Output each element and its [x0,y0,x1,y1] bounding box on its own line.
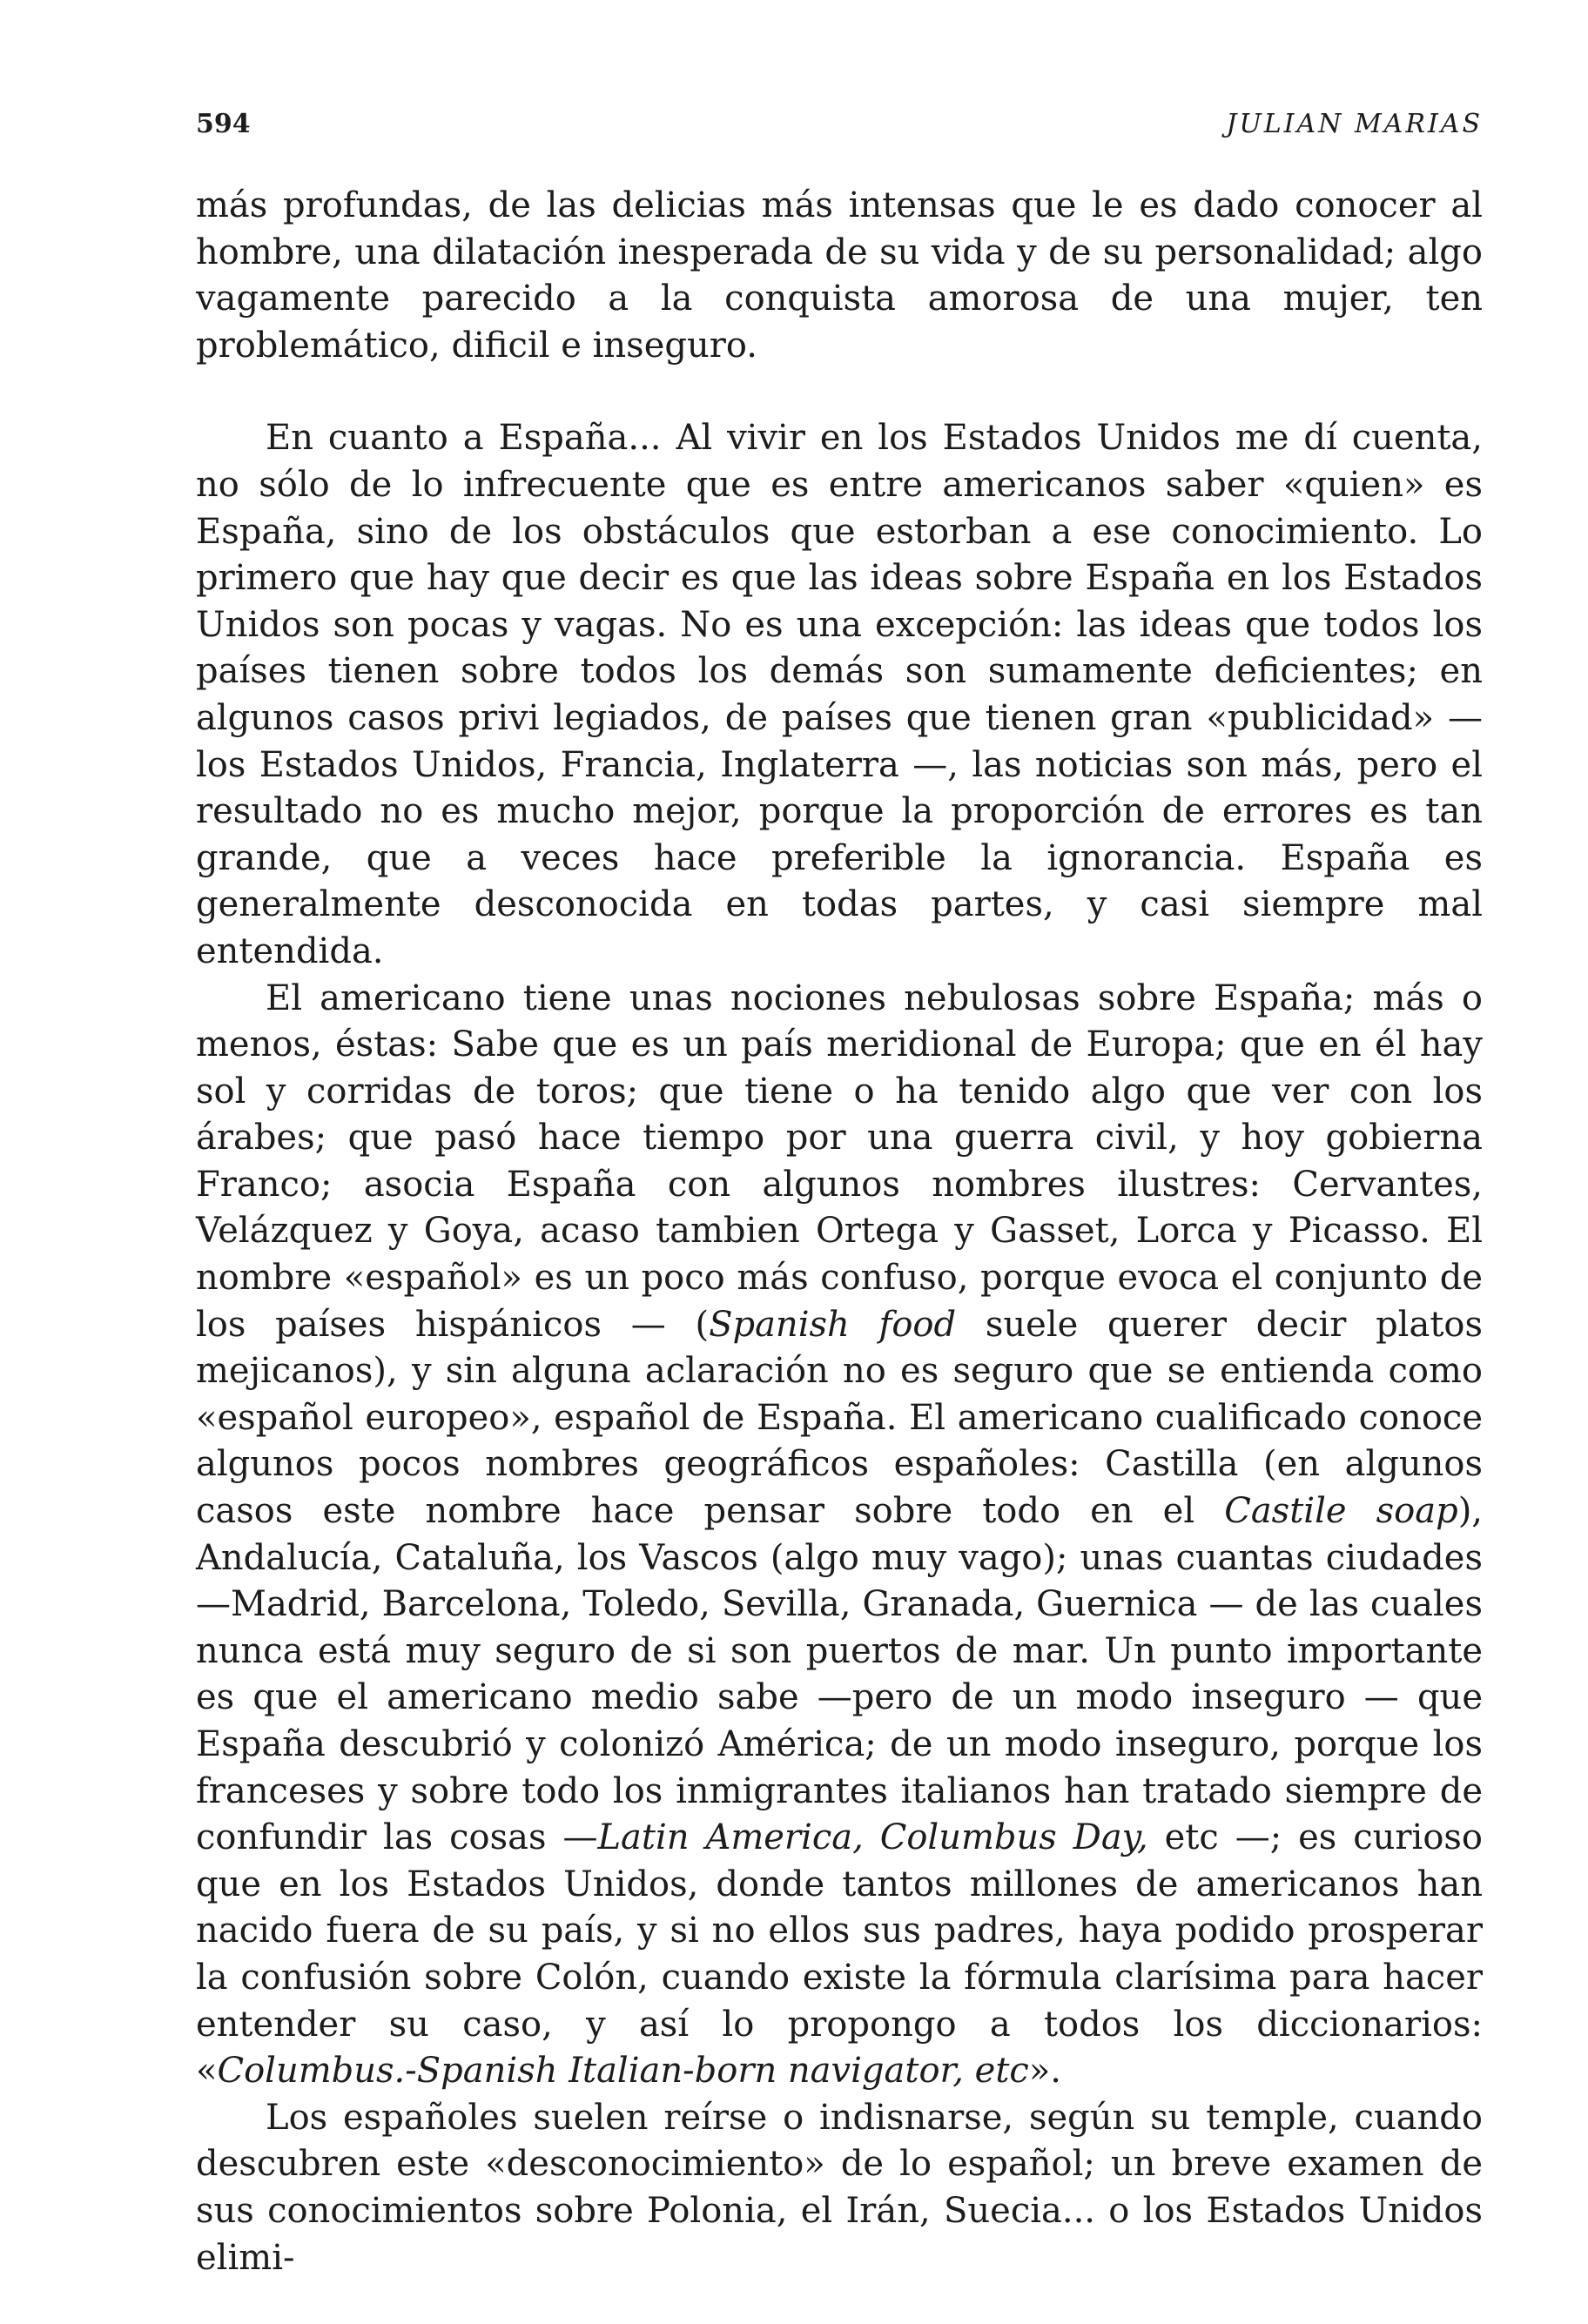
italic-text-segment: Spanish food [709,1304,957,1345]
text-segment: suele querer decir platos mejicanos), y sin alguna aclaración no es seguro que se entienda como «español europeo», español de España. El americano cualificado conoce algunos pocos nombres geográficos españoles: Castilla (en algunos casos este nombre hace pensar sobre todo en el [196,1304,1483,1532]
paragraph-1 [196,183,1483,369]
text-segment: ), Andalucía, Cataluña, los Vascos (algo muy vago); unas cuantas ciudades —Madrid, Barcelona, Toledo, Sevilla, Granada, Guernica — de las cuales nunca está muy seguro de si son puertos de mar. Un punto importante es que el americano medio sabe —pero de un modo inseguro — que España descubrió y colonizó América; de un modo inseguro, porque los franceses y sobre todo los inmigrantes italianos han tratado siempre de confundir las cosas — [196,1491,1484,1858]
running-title: JULIAN MARIAS [1226,109,1483,139]
body-text [196,183,1483,2281]
paragraph-2 [196,415,1483,975]
paragraph-4 [196,2095,1483,2281]
italic-text-segment: Latin America, Columbus Day, [597,1817,1148,1858]
text-segment: El americano tiene unas nociones nebulosas sobre España; más o menos, éstas: Sabe que es un país meridional de Europa; que en él hay sol y corridas de toros; que tiene o ha tenido algo que ver con los árabes; que pasó hace tiempo por una guerra civil, y hoy gobierna Franco; asocia España con algunos nombres ilustres: Cervantes, Velázquez y Goya, acaso tambien Ortega y Gasset, Lorca y Picasso. El nombre «español» es un poco más confuso, porque evoca el conjunto de los países hispánicos — ( [196,977,1483,1345]
running-head [196,103,1483,146]
page-number: 594 [196,109,251,139]
text-segment: etc —; es curioso que en los Estados Unidos, donde tantos millones de americanos han nacido fuera de su país, y si no ellos sus padres, haya podido prosperar la confusión sobre Colón, cuando existe la fórmula clarísima para hacer entender su caso, y así lo propongo a todos los diccionarios: « [196,1817,1484,2092]
text-segment: En cuanto a España... Al vivir en los Estados Unidos me dí cuenta, no sólo de lo infrecuente que es entre americanos saber «quien» es España, sino de los obstáculos que estorban a ese conocimiento. Lo primero que hay que decir es que las ideas sobre España en los Estados Unidos son pocas y vagas. No es una excepción: las ideas que todos los países tienen sobre todos los demás son sumamente deficientes; en algunos casos privi legiados, de países que tienen gran «publicidad» —los Estados Unidos, Francia, Inglaterra —, las noticias son más, pero el resultado no es mucho mejor, porque la proporción de errores es tan grande, que a veces hace preferible la ignorancia. España es generalmente desconocida en todas partes, y casi siempre mal entendida. [196,418,1483,971]
paragraph-3 [196,976,1483,2095]
text-segment: Los españoles suelen reírse o indisnarse, según su temple, cuando descubren este «desconocimiento» de lo español; un breve examen de sus conocimientos sobre Polonia, el Irán, Suecia... o los Estados Unidos elimi- [196,2097,1483,2278]
italic-text-segment: Columbus.-Spanish Italian-born navigator, etc [217,2051,1029,2092]
text-segment: más profundas, de las delicias más intensas que le es dado conocer al hombre, una dilatación inesperada de su vida y de su personalidad; algo vagamente parecido a la conquista amorosa de una mujer, ten problemático, dificil e inseguro. [196,185,1483,366]
italic-text-segment: Castile soap [1224,1491,1458,1532]
text-segment: ». [1028,2051,1062,2092]
